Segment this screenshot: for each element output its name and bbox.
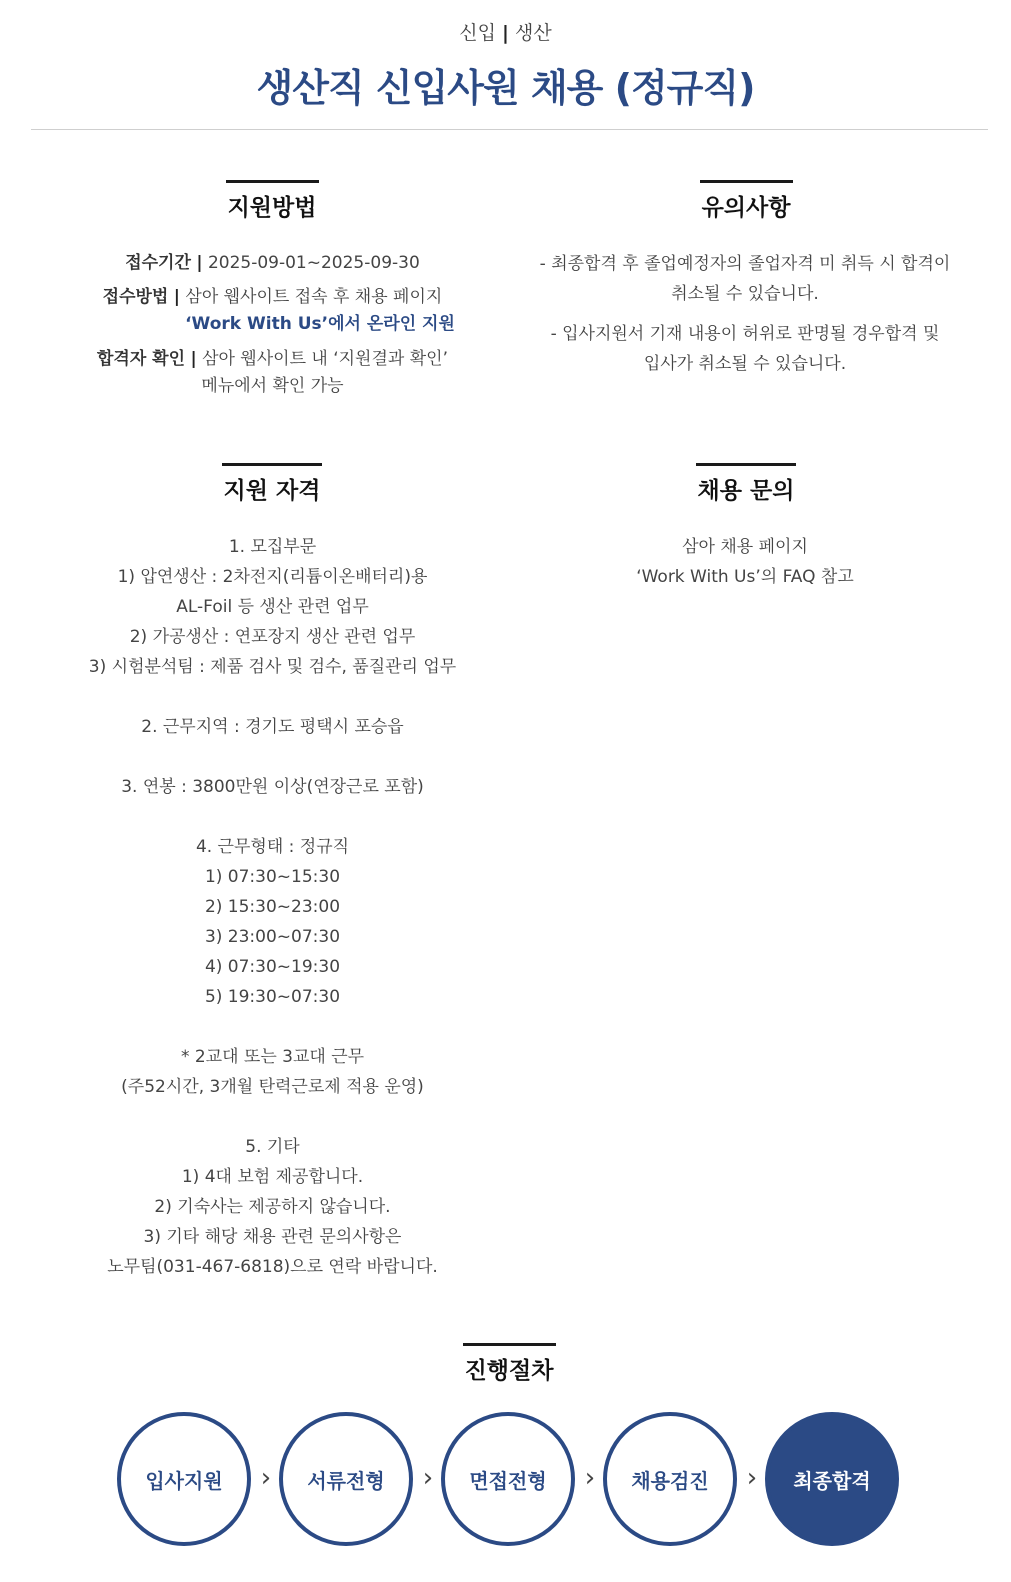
note-item: - 최종합격 후 졸업예정자의 졸업자격 미 취득 시 합격이 취소될 수 있습니다. — [539, 254, 951, 304]
qualification-line: 4) 07:30~19:30 — [204, 957, 341, 977]
qualification-line — [60, 802, 485, 832]
qualification-line: 5. 기타 — [245, 1137, 300, 1157]
heading-bar — [222, 463, 322, 466]
inquiry-heading: 채용 문의 — [697, 478, 795, 504]
category-separator: | — [502, 22, 509, 44]
step-apply: 입사지원 — [117, 1412, 251, 1546]
notes-body — [520, 249, 970, 379]
qualification-line: (주52시간, 3개월 탄력근로제 적용 운영) — [121, 1077, 424, 1097]
result-value-cont: 메뉴에서 확인 가능 — [201, 376, 344, 396]
qualification-line: 3. 연봉 : 3800만원 이상(연장근로 포함) — [121, 777, 424, 797]
qualification-line: 1. 모집부문 — [228, 537, 317, 557]
process-heading: 진행절차 — [464, 1358, 554, 1384]
category-field: 생산 — [514, 22, 552, 44]
step-interview: 면접전형 — [441, 1412, 575, 1546]
qualification-line: 1) 07:30~15:30 — [204, 867, 341, 887]
inquiry-body — [520, 532, 970, 592]
chevron-right-icon: › — [422, 1463, 434, 1493]
process-heading-block — [409, 1343, 609, 1388]
notes-heading: 유의사항 — [701, 195, 791, 221]
result-label: 합격자 확인 — [97, 349, 186, 369]
apply-method-body — [60, 248, 485, 400]
heading-bar — [226, 180, 319, 183]
inquiry-heading-block — [646, 463, 846, 508]
apply-method-heading-block — [172, 180, 372, 225]
result-value: 삼아 웹사이트 내 ‘지원결과 확인’ — [202, 349, 448, 369]
note-item: - 입사지원서 기재 내용이 허위로 판명될 경우합격 및 입사가 취소될 수 있습니다. — [550, 324, 940, 374]
result-row: 합격자 확인 | 삼아 웹사이트 내 ‘지원결과 확인’ 메뉴에서 확인 가능 — [97, 349, 448, 396]
chevron-right-icon: › — [746, 1463, 758, 1493]
method-value: 삼아 웹사이트 접속 후 채용 페이지 — [185, 287, 443, 307]
category-type: 신입 — [459, 22, 497, 44]
heading-bar — [700, 180, 793, 183]
qualification-line: 3) 시험분석팀 : 제품 검사 및 검수, 품질관리 업무 — [88, 657, 457, 677]
qualification-line: 2) 기숙사는 제공하지 않습니다. — [154, 1197, 391, 1217]
inquiry-line: ‘Work With Us’의 FAQ 참고 — [636, 567, 854, 587]
step-final-pass: 최종합격 — [765, 1412, 899, 1546]
method-label: 접수방법 — [102, 287, 169, 307]
notes-heading-block — [646, 180, 846, 225]
chevron-right-icon: › — [260, 1463, 272, 1493]
heading-bar — [696, 463, 796, 466]
qualification-line: 1) 4대 보험 제공합니다. — [181, 1167, 364, 1187]
period-value: 2025-09-01~2025-09-30 — [207, 253, 420, 273]
qualifications-heading-block — [172, 463, 372, 508]
method-row: 접수방법 | 삼아 웹사이트 접속 후 채용 페이지 ‘Work With Us’에서 온라인 지원 — [102, 287, 455, 334]
step-document-screening: 서류전형 — [279, 1412, 413, 1546]
qualification-line: 2) 15:30~23:00 — [204, 897, 341, 917]
period-label: 접수기간 — [125, 253, 191, 273]
qualification-line: * 2교대 또는 3교대 근무 — [180, 1047, 365, 1067]
qualification-line — [60, 742, 485, 772]
qualification-line: 노무팀(031-467-6818)으로 연락 바랍니다. — [107, 1257, 438, 1277]
header-divider — [31, 129, 988, 130]
qualification-line: 5) 19:30~07:30 — [204, 987, 341, 1007]
step-medical-check: 채용검진 — [603, 1412, 737, 1546]
qualification-line: 3) 23:00~07:30 — [204, 927, 341, 947]
apply-method-heading: 지원방법 — [227, 195, 317, 221]
process-steps — [117, 1412, 907, 1548]
inquiry-line: 삼아 채용 페이지 — [682, 537, 808, 557]
period-row: 접수기간 | 2025-09-01~2025-09-30 — [125, 253, 420, 273]
qualification-line: AL-Foil 등 생산 관련 업무 — [176, 597, 369, 617]
qualification-line — [60, 682, 485, 712]
qualification-line: 2. 근무지역 : 경기도 평택시 포승읍 — [141, 717, 404, 737]
qualifications-body — [60, 532, 485, 1282]
qualification-line: 3) 기타 해당 채용 관련 문의사항은 — [143, 1227, 402, 1247]
qualification-line: 2) 가공생산 : 연포장지 생산 관련 업무 — [129, 627, 416, 647]
page-title: 생산직 신입사원 채용 (정규직) — [256, 66, 755, 110]
method-highlight: ‘Work With Us’에서 온라인 지원 — [185, 314, 455, 334]
heading-bar — [463, 1343, 556, 1346]
qualification-line: 1) 압연생산 : 2차전지(리튬이온배터리)용 — [117, 567, 428, 587]
qualifications-heading: 지원 자격 — [223, 478, 321, 504]
category-breadcrumb — [0, 20, 1011, 46]
qualification-line — [60, 1012, 485, 1042]
chevron-right-icon: › — [584, 1463, 596, 1493]
qualification-line: 4. 근무형태 : 정규직 — [195, 837, 350, 857]
qualification-line — [60, 1102, 485, 1132]
